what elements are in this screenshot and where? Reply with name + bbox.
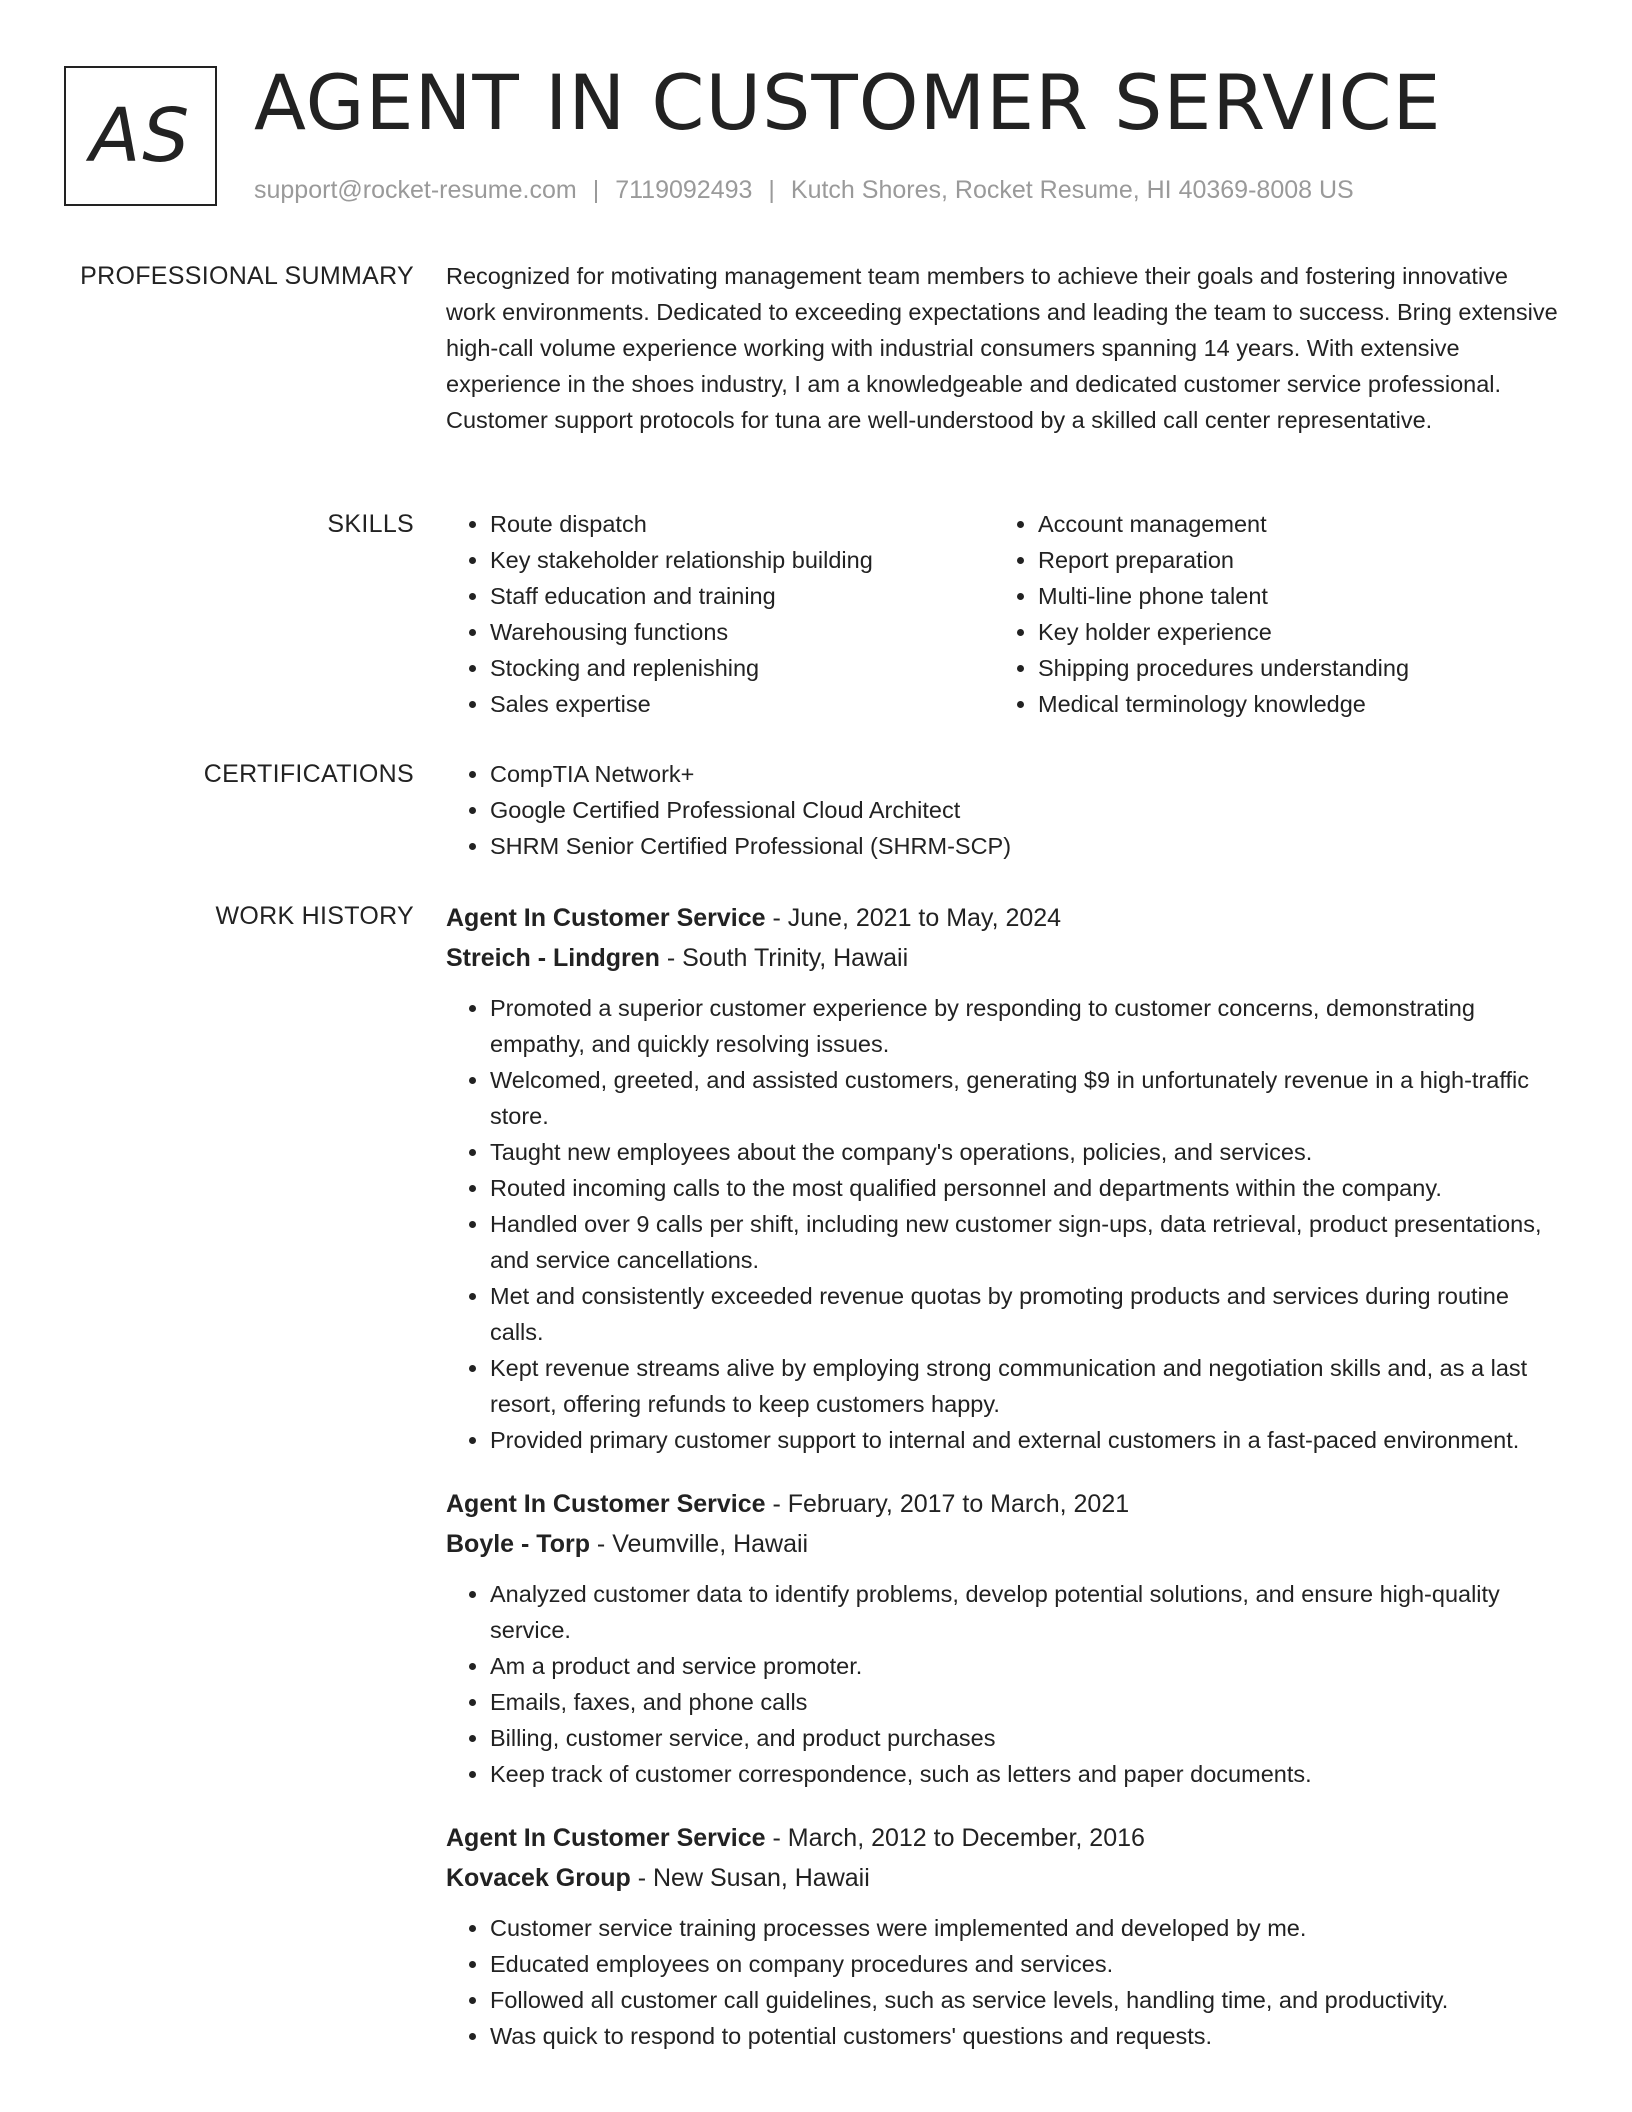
job-company: Kovacek Group xyxy=(446,1864,631,1892)
job-responsibility-item: • Customer service training processes were implemented and developed by me. xyxy=(490,1910,1561,1946)
job-responsibility-item: • Provided primary customer support to internal and external customers in a fast-paced environment. xyxy=(490,1422,1561,1458)
job-location: - New Susan, Hawaii xyxy=(630,1864,870,1892)
job-title-line xyxy=(446,1818,1561,1858)
job-responsibility-item: • Analyzed customer data to identify problems, develop potential solutions, and ensure high-quality service. xyxy=(490,1576,1561,1648)
job-responsibilities-list xyxy=(446,1576,1561,1792)
job-company: Streich - Lindgren xyxy=(446,944,660,972)
job-responsibility-item: • Educated employees on company procedures and services. xyxy=(490,1946,1561,1982)
skill-item: • Warehousing functions xyxy=(490,614,994,650)
job-responsibility-item: • Followed all customer call guidelines, such as service levels, handling time, and productivity. xyxy=(490,1982,1561,2018)
skill-item: • Route dispatch xyxy=(490,506,994,542)
skill-item: • Multi-line phone talent xyxy=(1038,578,1542,614)
skill-item: • Medical terminology knowledge xyxy=(1038,686,1542,722)
contact-email[interactable]: support@rocket-resume.com xyxy=(254,176,577,204)
section-label-summary: PROFESSIONAL SUMMARY xyxy=(80,262,414,290)
skill-item: • Staff education and training xyxy=(490,578,994,614)
job-location: - South Trinity, Hawaii xyxy=(659,944,909,972)
section-label-work-history: WORK HISTORY xyxy=(215,902,414,930)
job-company: Boyle - Torp xyxy=(446,1530,590,1558)
summary-text: Recognized for motivating management team members to achieve their goals and fostering innovative work environments. Dedicated to exceeding expectations and leading the team to success. Bring extensive high-call volume experience working with industrial consumers spanning 14 years. With extensive experience in the shoes industry, I am a knowledgeable and dedicated customer service professional. Customer support protocols for tuna are well-understood by a skilled call center representative. xyxy=(446,263,1558,433)
certification-item: • CompTIA Network+ xyxy=(490,756,1561,792)
summary-body xyxy=(446,258,1561,438)
skill-item: • Shipping procedures understanding xyxy=(1038,650,1542,686)
job-entry xyxy=(446,1818,1561,2054)
job-responsibility-item: • Taught new employees about the company's operations, policies, and services. xyxy=(490,1134,1561,1170)
job-dates: - June, 2021 to May, 2024 xyxy=(765,904,1062,932)
certifications-body xyxy=(446,756,1561,864)
job-responsibilities-list xyxy=(446,1910,1561,2054)
job-dates: - February, 2017 to March, 2021 xyxy=(765,1490,1130,1518)
contact-address: Kutch Shores, Rocket Resume, HI 40369-8008 US xyxy=(790,176,1354,204)
job-company-line xyxy=(446,1858,1561,1898)
work-history-body xyxy=(446,898,1561,2080)
job-responsibility-item: • Emails, faxes, and phone calls xyxy=(490,1684,1561,1720)
monogram-initials: AS xyxy=(89,93,192,179)
job-responsibility-item: • Welcomed, greeted, and assisted customers, generating $9 in unfortunately revenue in a high-traffic store. xyxy=(490,1062,1561,1134)
job-responsibility-item: • Met and consistently exceeded revenue quotas by promoting products and services during routine calls. xyxy=(490,1278,1561,1350)
job-title: Agent In Customer Service xyxy=(446,1824,766,1852)
job-responsibility-item: • Promoted a superior customer experience by responding to customer concerns, demonstrating empathy, and quickly resolving issues. xyxy=(490,990,1561,1062)
skill-item: • Report preparation xyxy=(1038,542,1542,578)
job-responsibilities-list xyxy=(446,990,1561,1458)
contact-line xyxy=(254,172,1354,208)
job-responsibility-item: • Handled over 9 calls per shift, including new customer sign-ups, data retrieval, product presentations, and service cancellations. xyxy=(490,1206,1561,1278)
contact-separator: | xyxy=(768,176,775,204)
skill-item: • Key stakeholder relationship building xyxy=(490,542,994,578)
job-responsibility-item: • Routed incoming calls to the most qualified personnel and departments within the company. xyxy=(490,1170,1561,1206)
certifications-list xyxy=(446,756,1561,864)
certification-item: • Google Certified Professional Cloud Architect xyxy=(490,792,1561,828)
monogram-box xyxy=(64,66,217,206)
job-location: - Veumville, Hawaii xyxy=(589,1530,809,1558)
job-responsibility-item: • Kept revenue streams alive by employing strong communication and negotiation skills and, as a last resort, offering refunds to keep customers happy. xyxy=(490,1350,1561,1422)
skills-list-left xyxy=(446,506,994,722)
job-responsibility-item: • Am a product and service promoter. xyxy=(490,1648,1561,1684)
job-company-line xyxy=(446,938,1561,978)
skills-list-right xyxy=(994,506,1542,722)
job-title: Agent In Customer Service xyxy=(446,1490,766,1518)
job-entry xyxy=(446,1484,1561,1792)
skill-item: • Key holder experience xyxy=(1038,614,1542,650)
job-company-line xyxy=(446,1524,1561,1564)
contact-phone[interactable]: 7119092493 xyxy=(615,176,753,204)
job-title-line xyxy=(446,898,1561,938)
skills-body xyxy=(446,506,1561,722)
job-entry xyxy=(446,898,1561,1458)
candidate-name: AGENT IN CUSTOMER SERVICE xyxy=(254,58,1442,147)
job-title-line xyxy=(446,1484,1561,1524)
contact-separator: | xyxy=(592,176,600,204)
job-dates: - March, 2012 to December, 2016 xyxy=(765,1824,1145,1852)
certification-item: • SHRM Senior Certified Professional (SHRM-SCP) xyxy=(490,828,1561,864)
job-responsibility-item: • Was quick to respond to potential customers' questions and requests. xyxy=(490,2018,1561,2054)
job-responsibility-item: • Keep track of customer correspondence, such as letters and paper documents. xyxy=(490,1756,1561,1792)
skill-item: • Stocking and replenishing xyxy=(490,650,994,686)
section-label-skills: SKILLS xyxy=(327,510,414,538)
skill-item: • Account management xyxy=(1038,506,1542,542)
job-responsibility-item: • Billing, customer service, and product purchases xyxy=(490,1720,1561,1756)
skill-item: • Sales expertise xyxy=(490,686,994,722)
job-title: Agent In Customer Service xyxy=(446,904,766,932)
section-label-certifications: CERTIFICATIONS xyxy=(203,760,414,788)
